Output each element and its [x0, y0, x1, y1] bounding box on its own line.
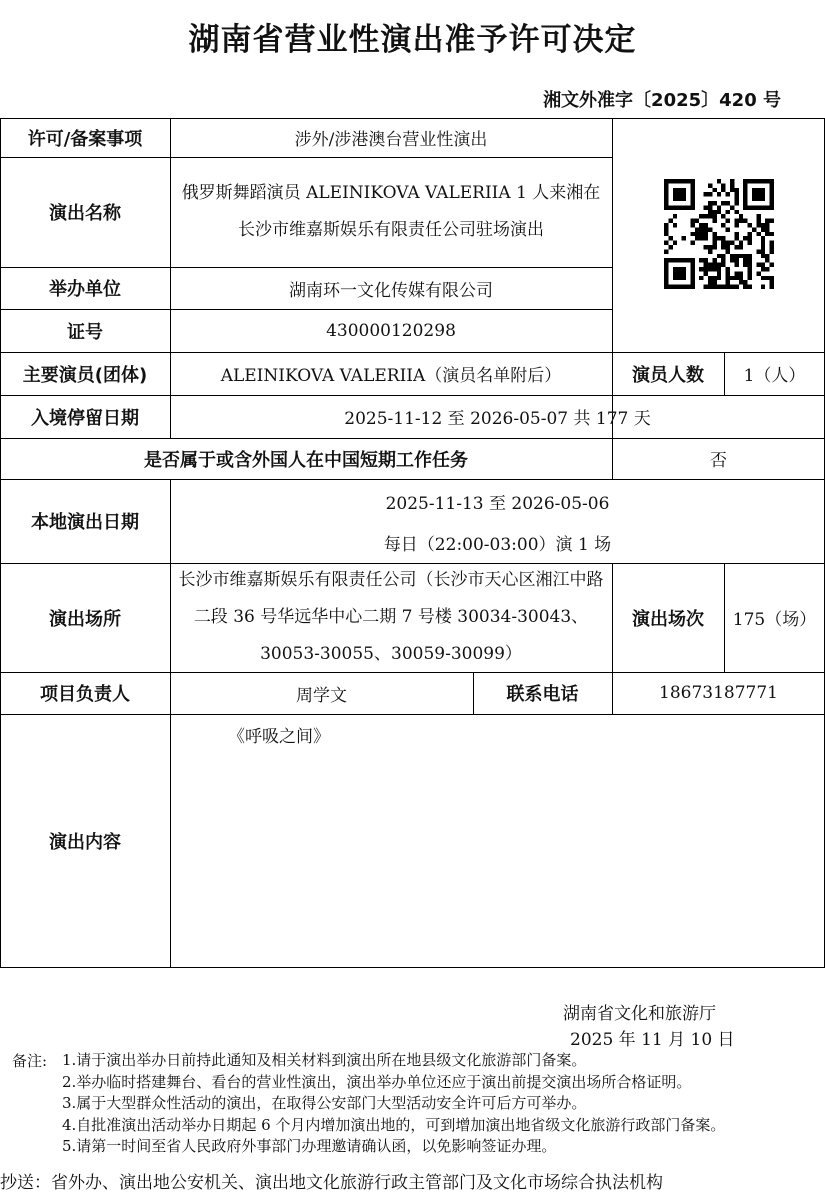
stay-value: 2025-11-12 至 2026-05-07 共 177 天 — [344, 409, 651, 429]
performer-count-label: 演员人数 — [632, 364, 704, 386]
issuer: 湖南省文化和旅游厅 — [563, 1004, 716, 1024]
note-item: 2.举办临时搭建舞台、看台的营业性演出，演出举办单位还应于演出前提交演出场所合格证明。 — [62, 1072, 692, 1091]
document-title: 湖南省营业性演出准予许可决定 — [188, 22, 637, 58]
license-value: 430000120298 — [326, 320, 456, 341]
performers-label: 主要演员(团体) — [22, 364, 148, 386]
organizer-value: 湖南环一文化传媒有限公司 — [289, 280, 493, 301]
phone-label: 联系电话 — [506, 684, 579, 705]
phone-value: 18673187771 — [659, 683, 778, 703]
sessions-label: 演出场次 — [632, 608, 704, 630]
cc-line: 抄送：省外办、演出地公安机关、演出地文化旅游行政主管部门及文化市场综合执法机构 — [0, 1173, 663, 1193]
permit-type-value: 涉外/涉港澳台营业性演出 — [294, 130, 488, 150]
venue-label: 演出场所 — [49, 608, 121, 630]
show-name-value: 俄罗斯舞蹈演员 ALEINIKOVA VALERIIA 1 人来湘在长沙市维嘉斯娱乐有限责任公司驻场演出 — [181, 183, 601, 240]
manager-label: 项目负责人 — [40, 684, 130, 705]
short-term-label: 是否属于或含外国人在中国短期工作任务 — [144, 449, 468, 471]
organizer-label: 举办单位 — [49, 279, 121, 300]
content-value: 《呼吸之间》 — [228, 727, 330, 747]
manager-value: 周学文 — [296, 685, 347, 706]
performer-count-value: 1（人） — [743, 366, 806, 386]
issue-date: 2025 年 11 月 10 日 — [570, 1030, 735, 1050]
notes-list — [62, 1050, 725, 1158]
show-name-label: 演出名称 — [49, 203, 121, 224]
short-term-value: 否 — [710, 451, 727, 471]
local-date-range: 2025-11-13 至 2026-05-06 — [385, 493, 610, 514]
performers-value: ALEINIKOVA VALERIIA（演员名单附后） — [220, 366, 562, 386]
document-number: 湘文外准字〔2025〕420 号 — [543, 90, 781, 111]
permit-type-label: 许可/备案事项 — [27, 128, 143, 150]
note-item: 4.自批准演出活动举办日期起 6 个月内增加演出地的，可到增加演出地省级文化旅游行政部门备案。 — [62, 1115, 726, 1134]
qr-code-icon — [664, 179, 774, 289]
content-label: 演出内容 — [49, 831, 121, 853]
sessions-value: 175（场） — [732, 610, 817, 630]
local-date-label: 本地演出日期 — [31, 512, 139, 533]
stay-label: 入境停留日期 — [31, 407, 139, 429]
local-date-schedule: 每日（22:00-03:00）演 1 场 — [383, 534, 612, 555]
note-item: 5.请第一时间至省人民政府外事部门办理邀请确认函，以免影响签证办理。 — [62, 1137, 557, 1155]
license-label: 证号 — [67, 321, 103, 343]
note-item: 3.属于大型群众性活动的演出，在取得公安部门大型活动安全许可后方可举办。 — [62, 1094, 587, 1112]
note-item: 1.请于演出举办日前持此通知及相关材料到演出所在地县级文化旅游部门备案。 — [62, 1051, 587, 1069]
notes-label: 备注: — [12, 1052, 48, 1070]
venue-value: 长沙市维嘉斯娱乐有限责任公司（长沙市天心区湘江中路二段 36 号华远华中心二期 7 号楼 30034-30043、30053-30055、30059-30099） — [178, 570, 604, 664]
